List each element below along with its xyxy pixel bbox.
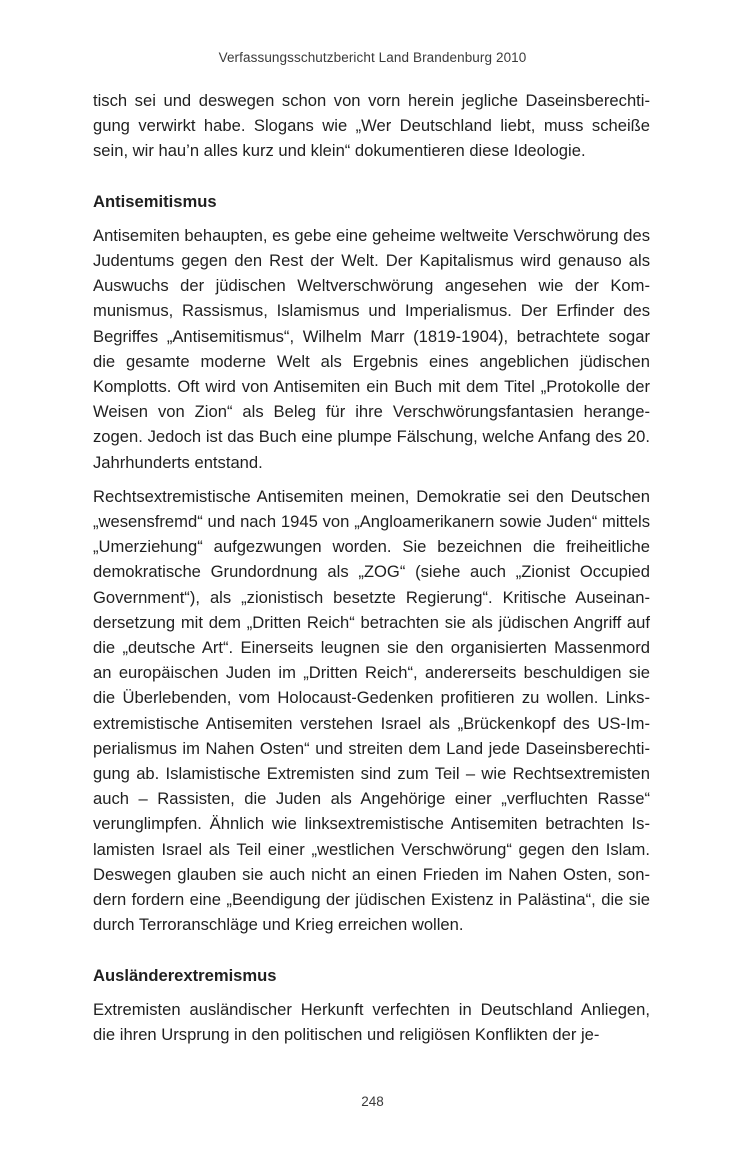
paragraph-auslaenderextremismus: Extremisten ausländischer Herkunft verfechten in Deutschland Anliegen, die ihren Ursprung in den politischen und religiösen Konflikten der je- [93,999,650,1044]
paragraph-intro: tisch sei und deswegen schon von vorn herein jegliche Daseinsberechtigung verwirkt habe. Slogans wie „Wer Deutschland liebt, muss scheiße sein, wir hau’n alles kurz und klein“ dokumentieren diese Ideologie. [93,91,650,161]
running-header: Verfassungsschutzbericht Land Brandenburg 2010 [218,50,527,65]
paragraph-antisemitismus-extremists: Rechtsextremistische Antisemiten meinen, Demokratie sei den Deutschen „wesensfremd“ und nach 1945 von „Angloamerikanern sowie Juden“ mittels „Umerziehung“ aufgezwungen worden. Sie bezeichnen die freiheitliche demokratische Grundordnung als „ZOG“ (siehe auch „Zionist Occupied Government“), als „zionistisch besetzte Regierung“. Kritische Auseinandersetzung mit dem „Dritten Reich“ betrachten sie als jüdischen Angriff auf die „deutsche Art“. Einerseits leugnen sie den organisierten Massenmord an europäischen Juden im „Dritten Reich“, andererseits beschuldigen sie die Überlebenden, vom Holocaust-Gedenken profitieren zu wollen. Linksextremistische Antisemiten verstehen Israel als „Brückenkopf des US-Imperialismus im Nahen Osten“ und streiten dem Land jede Daseinsberechtigung ab. Islamistische Extremisten sind zum Teil – wie Rechtsextremisten auch – Rassisten, die Juden als Angehörige einer „verfluchten Rasse“ verunglimpfen. Ähnlich wie linksextremistische Antisemiten betrachten Islamisten Israel als Teil einer „westlichen Verschwörung“ gegen den Islam. Deswegen glauben sie auch nicht an einen Frieden im Nahen Osten, sondern fordern eine „Beendigung der jüdischen Existenz in Palästina“, die sie durch Terroranschläge und Krieg erreichen wollen. [93,486,650,935]
heading-auslaenderextremismus: Ausländerextremismus [93,965,277,985]
heading-antisemitismus: Antisemitismus [93,191,217,211]
page-number: 248 [361,1094,384,1109]
paragraph-antisemitismus-definition: Antisemiten behaupten, es gebe eine geheime weltweite Verschwörung des Judentums gegen den Rest der Welt. Der Kapitalismus wird genauso als Auswuchs der jüdischen Weltverschwörung angesehen wie der Kommunismus, Rassismus, Islamismus und Imperialismus. Der Erfinder des Begriffes „Antisemitismus“, Wilhelm Marr (1819-1904), betrachtete sogar die gesamte moderne Welt als Ergebnis eines angeblichen jüdischen Komplotts. Oft wird von Antisemiten ein Buch mit dem Titel „Protokolle der Weisen von Zion“ als Beleg für ihre Verschwörungsfantasien herangezogen. Jedoch ist das Buch eine plumpe Fälschung, welche Anfang des 20. Jahrhunderts entstand. [93,225,650,472]
body-text [93,88,650,1056]
